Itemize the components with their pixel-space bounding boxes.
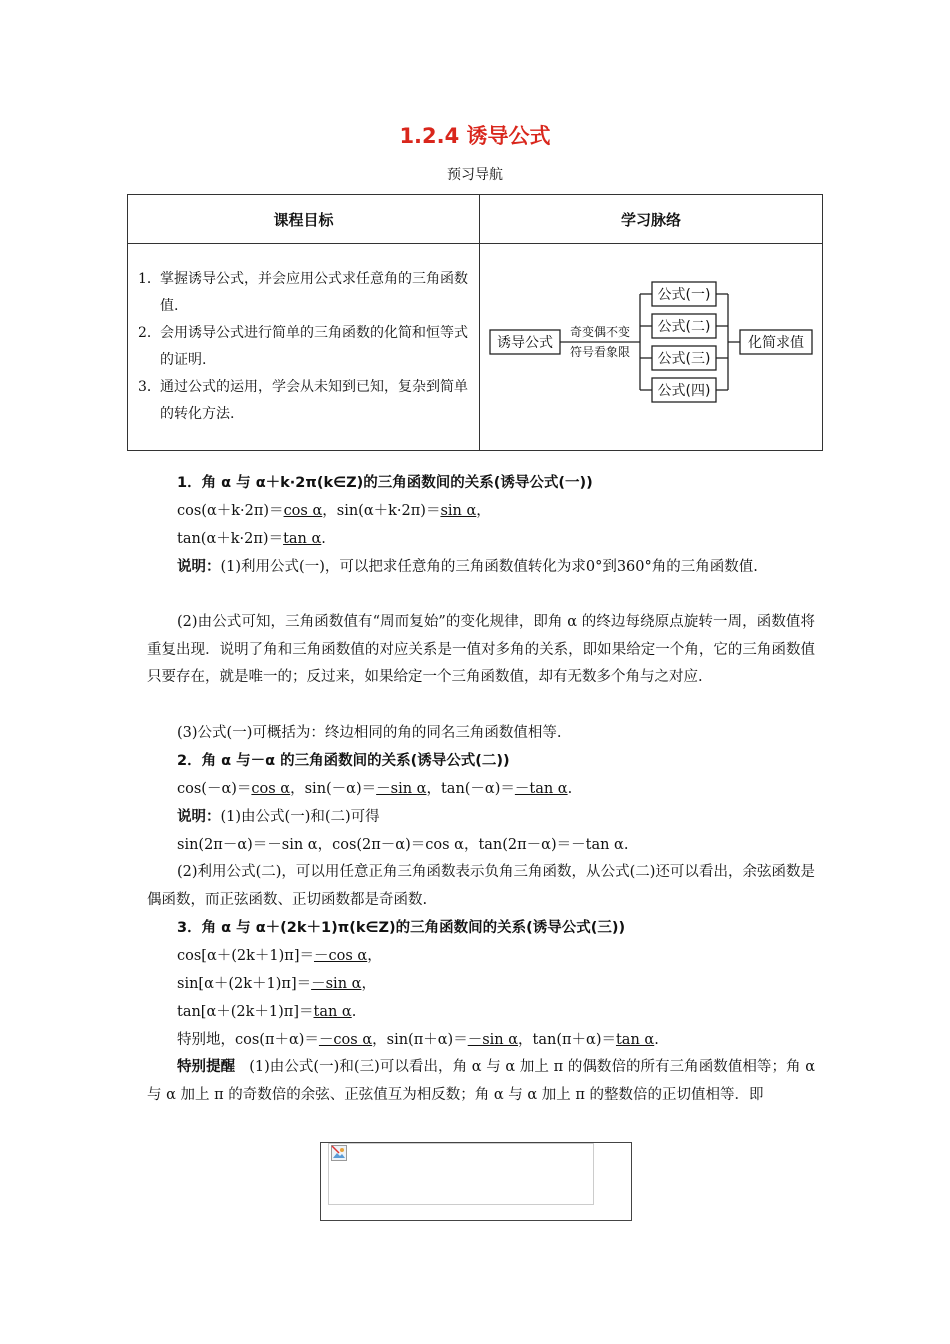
formula-line xyxy=(177,943,382,971)
goal-number: 2． xyxy=(138,325,161,341)
tip-paragraph xyxy=(147,1054,815,1109)
goal-text: 掌握诱导公式，并会应用公式求任意角的三角函数值. xyxy=(160,271,468,314)
formula-image-placeholder xyxy=(328,1143,594,1205)
diagram-rule-1: 奇变偶不变 xyxy=(569,325,631,339)
diagram-left-label: 诱导公式 xyxy=(497,335,553,351)
goal-item xyxy=(138,374,471,428)
formula-lhs: ，tan(π＋α)＝ xyxy=(518,1032,616,1048)
tip-label: 特别提醒 xyxy=(177,1059,236,1075)
answer-blank: －tan α xyxy=(514,781,568,797)
answer-blank: cos α xyxy=(283,503,323,519)
formula-lhs: sin[α＋(2k＋1)π]＝ xyxy=(177,976,312,992)
formula-lhs: tan(α＋k·2π)＝ xyxy=(177,531,284,547)
separator: . xyxy=(321,531,326,547)
formula-line xyxy=(177,971,376,999)
answer-blank: －cos α xyxy=(318,1032,373,1048)
diagram-right-label: 化简求值 xyxy=(748,335,804,351)
section-2-heading: 2．角 α 与－α 的三角函数间的关系(诱导公式(二)) xyxy=(177,753,510,769)
note-text: (1)利用公式(一)，可以把求任意角的三角函数值转化为求0°到360°角的三角函数值. xyxy=(220,559,758,575)
separator: ， xyxy=(426,781,441,797)
goal-text: 会用诱导公式进行简单的三角函数的化简和恒等式的证明. xyxy=(160,325,468,368)
answer-blank: －cos α xyxy=(313,948,368,964)
answer-blank: tan α xyxy=(615,1032,655,1048)
table-header-context: 学习脉络 xyxy=(480,195,823,244)
formula-line xyxy=(177,526,326,554)
note-label: 说明： xyxy=(177,559,221,575)
formula-line xyxy=(177,1027,659,1055)
formula-line xyxy=(177,498,491,526)
goal-item xyxy=(138,266,471,320)
formula-lhs: sin(α＋k·2π)＝ xyxy=(336,503,441,519)
answer-blank: sin α xyxy=(440,503,477,519)
answer-blank: tan α xyxy=(313,1004,352,1020)
separator: ， xyxy=(476,503,491,519)
separator: ， xyxy=(367,948,382,964)
note-paragraph: (2)利用公式(二)，可以用任意正角三角函数表示负角三角函数，从公式(二)还可以看出，余弦函数是偶函数，而正弦函数、正切函数都是奇函数. xyxy=(147,864,815,908)
note-text: (1)由公式(一)和(二)可得 xyxy=(220,809,380,825)
page-title: 1.2.4 诱导公式 xyxy=(399,124,551,148)
separator: . xyxy=(351,1004,357,1020)
formula-lhs: ，sin(π＋α)＝ xyxy=(372,1032,468,1048)
goal-number: 3． xyxy=(138,379,161,395)
page-subtitle: 预习导航 xyxy=(447,167,503,183)
formula-lhs: 特别地，cos(π＋α)＝ xyxy=(177,1032,319,1048)
goal-item xyxy=(138,320,471,374)
formula-lhs: cos(－α)＝ xyxy=(177,781,252,797)
separator: ， xyxy=(361,976,376,992)
diagram-formula-4: 公式(四) xyxy=(657,383,711,399)
answer-blank: －sin α xyxy=(376,781,427,797)
separator: . xyxy=(654,1032,659,1048)
section-1-heading: 1．角 α 与 α＋k·2π(k∈Z)的三角函数间的关系(诱导公式(一)) xyxy=(177,475,593,491)
table-header-goals: 课程目标 xyxy=(128,195,480,244)
context-cell xyxy=(480,244,823,451)
diagram-formula-2: 公式(二) xyxy=(657,319,711,335)
answer-blank: －sin α xyxy=(311,976,362,992)
learning-flow-diagram xyxy=(480,244,822,450)
formula-line: sin(2π－α)＝－sin α，cos(2π－α)＝cos α，tan(2π－α)＝－tan α. xyxy=(177,837,629,853)
preview-table xyxy=(127,194,823,451)
formula-line xyxy=(177,776,572,804)
formula-lhs: tan[α＋(2k＋1)π]＝ xyxy=(177,1004,314,1020)
section-3-heading: 3．角 α 与 α＋(2k＋1)π(k∈Z)的三角函数间的关系(诱导公式(三)) xyxy=(177,920,626,936)
goals-cell xyxy=(128,244,480,451)
formula-line xyxy=(177,999,356,1027)
goal-text: 通过公式的运用，学会从未知到已知，复杂到简单的转化方法. xyxy=(160,379,468,422)
note-label: 说明： xyxy=(177,809,221,825)
formula-lhs: sin(－α)＝ xyxy=(304,781,377,797)
goal-number: 1． xyxy=(138,271,161,287)
diagram-formula-1: 公式(一) xyxy=(657,287,711,303)
tip-text: (1)由公式(一)和(三)可以看出，角 α 与 α 加上 π 的偶数倍的所有三角函数值相等；角 α 与 α 加上 π 的奇数倍的余弦、正弦值互为相反数；角 α 与 α 加上 π 的整数倍的正切值相等．即 xyxy=(147,1059,815,1103)
note-paragraph: (2)由公式可知，三角函数值有“周而复始”的变化规律，即角 α 的终边每绕原点旋转一周，函数值将重复出现．说明了角和三角函数值的对应关系是一值对多角的关系，即如果给定一个角，它的三角函数值只要存在，就是唯一的；反过来，如果给定一个三角函数值，却有无数多个角与之对应. xyxy=(147,614,815,686)
separator: . xyxy=(567,781,573,797)
formula-lhs: cos(α＋k·2π)＝ xyxy=(177,503,284,519)
separator: ， xyxy=(322,503,337,519)
note-paragraph: (3)公式(一)可概括为：终边相同的角的同名三角函数值相等. xyxy=(177,725,562,741)
answer-blank: tan α xyxy=(283,531,322,547)
diagram-rule-2: 符号看象限 xyxy=(569,345,631,359)
formula-lhs: tan(－α)＝ xyxy=(440,781,515,797)
formula-lhs: cos[α＋(2k＋1)π]＝ xyxy=(177,948,314,964)
answer-blank: cos α xyxy=(251,781,291,797)
answer-blank: －sin α xyxy=(467,1032,519,1048)
diagram-formula-3: 公式(三) xyxy=(657,351,711,367)
note-paragraph xyxy=(177,804,380,832)
broken-image-icon xyxy=(331,1145,347,1161)
note-paragraph xyxy=(147,554,815,582)
separator: ， xyxy=(290,781,305,797)
